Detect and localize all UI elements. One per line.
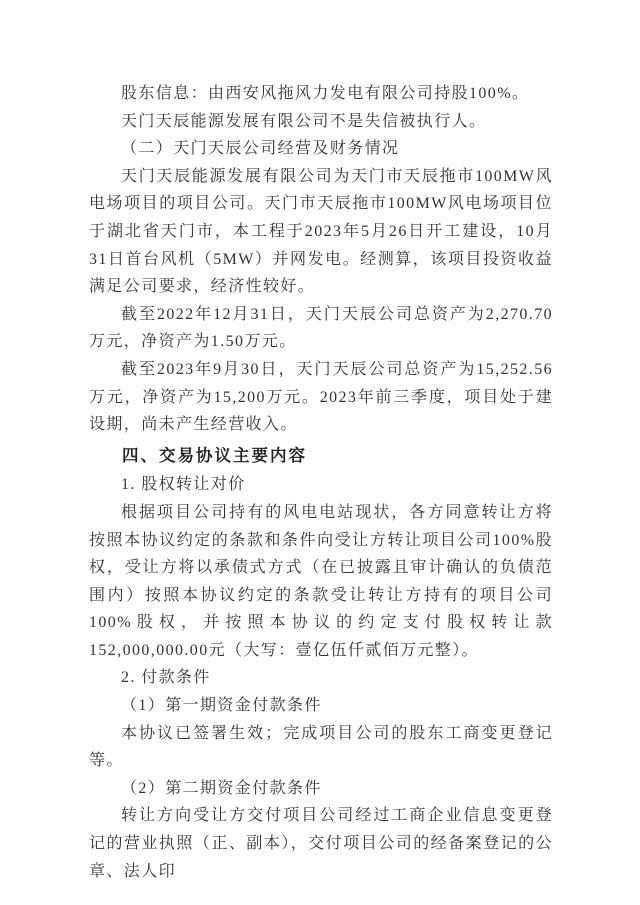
paragraph-shareholder-info: 股东信息：由西安风拖风力发电有限公司持股100%。: [121, 85, 530, 102]
paragraph-transfer-terms: 根据项目公司持有的风电电站现状，各方同意转让方将按照本协议约定的条款和条件向受让方转让项目公司100%股权，受让方将以承债式方式（在已披露且审计确认的负债范围内）按照本协议约定的条款受让转让方持有的项目公司100%股权，并按照本协议的约定支付股权转让款152,000,000.00元（大写：壹亿伍仟贰佰万元整）。: [89, 503, 553, 659]
paragraph-assets-2022: 截至2022年12月31日，天门天辰公司总资产为2,270.70万元，净资产为1.50万元。: [89, 305, 553, 351]
subsection-title-payment-terms: 2. 付款条件: [121, 669, 211, 687]
subsection-title-second-payment: （2）第二期资金付款条件: [121, 779, 322, 797]
paragraph-second-payment-condition: 转让方向受让方交付项目公司经过工商企业信息变更登记的营业执照（正、副本），交付项目公司的经备案登记的公章、法人印: [89, 807, 553, 880]
paragraph-dishonest-executee-note: 天门天辰能源发展有限公司不是失信被执行人。: [121, 112, 487, 130]
subsection-title-transfer-price: 1. 股权转让对价: [121, 476, 246, 494]
paragraph-project-overview: 天门天辰能源发展有限公司为天门市天辰拖市100MW风电场项目的项目公司。天门市天辰拖市100MW风电场项目位于湖北省天门市，本工程于2023年5月26日开工建设，10月31日首台风机（5MW）并网发电。经测算，该项目投资收益满足公司要求，经济性较好。: [89, 167, 553, 296]
subsection-title-finance: （二）天门天辰公司经营及财务情况: [121, 140, 400, 158]
subsection-title-first-payment: （1）第一期资金付款条件: [121, 697, 322, 715]
paragraph-assets-2023: 截至2023年9月30日，天门天辰公司总资产为15,252.56万元，净资产为15,200万元。2023年前三季度，项目处于建设期，尚未产生经营收入。: [89, 360, 553, 434]
document-text-block: [89, 80, 553, 885]
paragraph-first-payment-condition: 本协议已签署生效；完成项目公司的股东工商变更登记等。: [89, 724, 553, 770]
section-heading-agreement-content: 四、交易协议主要内容: [122, 446, 307, 465]
